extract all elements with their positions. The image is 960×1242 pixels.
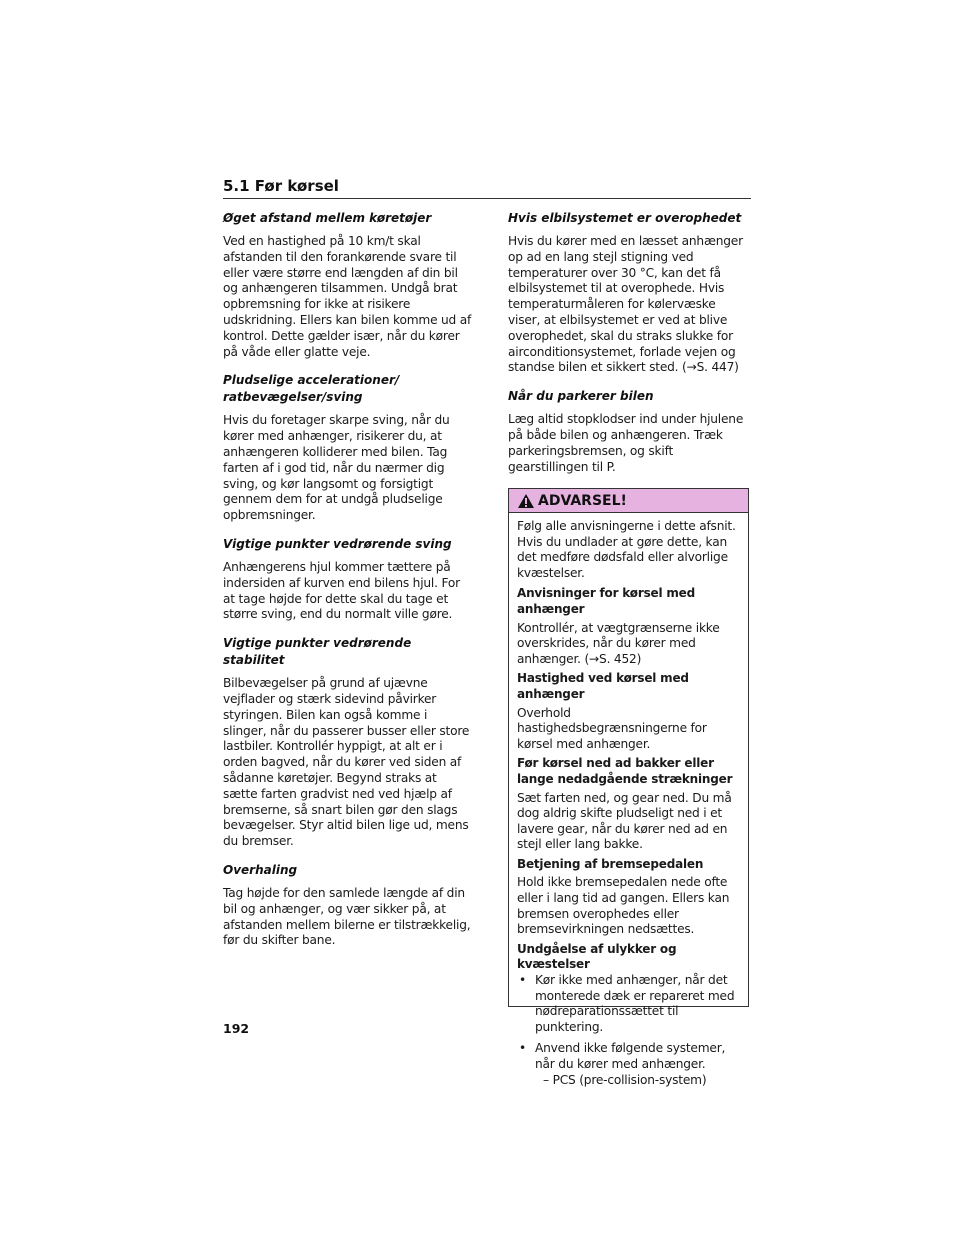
warning-header [509, 489, 748, 513]
warning-text: Hold ikke bremsepedalen nede ofte eller i lang tid ad gangen. Ellers kan bremsen overophedes eller bremsevirkningen nedsættes. [517, 875, 730, 937]
paragraph: Tag højde for den samlede længde af din bil og anhænger, og vær sikker på, at afstanden mellem bilerne er tilstrækkelig, før du skifter bane. [223, 885, 471, 948]
warning-text: Sæt farten ned, og gear ned. Du må dog aldrig skifte pludseligt ned i et lavere gear, når du kører ned ad en stejl eller lang bakke. [517, 790, 732, 852]
heading: Pludselige accelerationer/ ratbevægelser/sving [223, 373, 400, 405]
warning-title: ADVARSEL! [538, 492, 627, 509]
heading: Hvis elbilsystemet er overophedet [508, 211, 742, 225]
paragraph: Anhængerens hjul kommer tættere på indersiden af kurven end bilens hjul. For at tage højde for dette skal du tage et større sving, end du normalt ville gøre. [223, 559, 460, 622]
list-item-text: Anvend ikke følgende systemer, når du kører med anhænger. [535, 1041, 726, 1071]
paragraph: Læg altid stopklodser ind under hjulene på både bilen og anhængeren. Træk parkeringsbremsen, og skift gearstillingen til P. [508, 412, 744, 474]
section-header [223, 176, 751, 199]
paragraph: Ved en hastighed på 10 km/t skal afstanden til den forankørende svare til eller være større end længden af din bil og anhængeren tilsammen. Undgå brat opbremsning for ikke at risikere udskridning. Ellers kan bilen komme ud af kontrol. Dette gælder især, når du kører på våde eller glatte veje. [223, 234, 472, 359]
warning-heading: Betjening af bremsepedalen [517, 856, 704, 871]
warning-heading: Anvisninger for kørsel med anhænger [517, 586, 695, 616]
heading: Overhaling [223, 862, 298, 877]
left-column [223, 210, 473, 961]
list-item: • Kør ikke med anhænger, når det monterede dæk er repareret med nødreparationssættet til punktering. [517, 973, 740, 1035]
warning-body [509, 513, 748, 1088]
paragraph: Bilbevægelser på grund af ujævne vejflader og stærk sidevind påvirker styringen. Bilen kan også komme i slinger, når du passerer busser eller store lastbiler. Kontrollér hyppigt, at alt er i orden bagved, når du kører ved siden af sådanne køretøjer. Begynd straks at sætte farten gradvist ned ved hjælp af bremserne, så snart bilen gør den slags bevægelser. Styr altid bilen lige ud, mens du bremser. [223, 676, 470, 849]
warning-intro: Følg alle anvisningerne i dette afsnit. Hvis du undlader at gøre dette, kan det medføre dødsfald eller alvorlige kvæstelser. [517, 519, 736, 580]
section-title: 5.1 Før kørsel [223, 177, 339, 195]
right-column [508, 210, 751, 487]
heading: Når du parkerer bilen [508, 389, 654, 404]
warning-heading: Før kørsel ned ad bakker eller lange nedadgående strækninger [517, 756, 733, 786]
warning-heading: Undgåelse af ulykker og kvæstelser [517, 941, 677, 972]
warning-triangle-icon [517, 493, 535, 509]
warning-text: Overhold hastighedsbegrænsningerne for kørsel med anhænger. [517, 705, 707, 751]
sub-list-item: – PCS (pre-collision-system) [543, 1072, 707, 1087]
heading: Øget afstand mellem køretøjer [223, 211, 432, 225]
page-number: 192 [223, 1021, 250, 1036]
heading: Vigtige punkter vedrørende stabilitet [223, 636, 412, 668]
warning-text: Kontrollér, at vægtgrænserne ikke overskrides, når du kører med anhænger. (→S. 452) [517, 620, 720, 666]
warning-box [508, 488, 749, 1087]
warning-heading: Hastighed ved kørsel med anhænger [517, 671, 689, 701]
paragraph: Hvis du kører med en læsset anhænger op ad en lang stejl stigning ved temperaturer over 30 °C, kan det få elbilsystemet til at overophede. Hvis temperaturmåleren for kølervæske viser, at elbilsystemet er ved at blive overophedet, skal du straks slukke for airconditionsystemet, forlade vejen og standse bilen et sikkert sted. (→S. 447) [508, 234, 743, 375]
warning-bullet-list [517, 973, 740, 1088]
paragraph: Hvis du foretager skarpe sving, når du kører med anhænger, risikerer du, at anhængeren kolliderer med bilen. Tag farten af i god tid, når du nærmer dig sving, og kør langsomt og forsigtigt gennem dem for at undgå pludselige opbremsninger. [223, 413, 450, 523]
list-item [517, 1041, 740, 1088]
heading: Vigtige punkter vedrørende sving [223, 536, 452, 551]
